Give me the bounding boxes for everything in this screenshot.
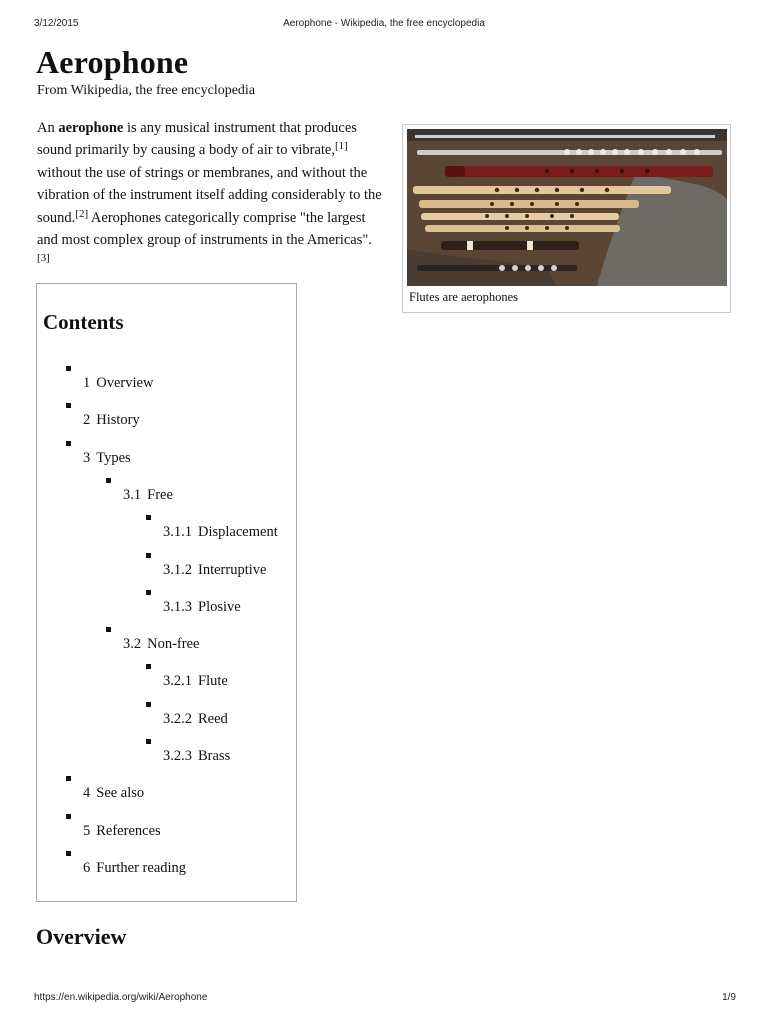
bullet-icon	[66, 776, 71, 781]
toc-number: 2	[83, 412, 91, 429]
toc-number: 5	[83, 822, 91, 839]
bullet-icon	[106, 627, 111, 632]
bullet-icon	[146, 739, 151, 744]
page-number: 1/9	[722, 992, 736, 1003]
bullet-icon	[66, 814, 71, 819]
toc-label: Further reading	[96, 859, 187, 876]
toc-number: 3.1.3	[163, 598, 192, 615]
toc-link[interactable]	[163, 710, 228, 728]
reference-link-3[interactable]: [3]	[37, 252, 50, 265]
bullet-icon	[146, 515, 151, 520]
bullet-icon	[146, 702, 151, 707]
bullet-icon	[146, 664, 151, 669]
print-page-title: Aerophone - Wikipedia, the free encyclopedia	[283, 18, 485, 29]
figure-flutes	[402, 124, 731, 313]
toc-label: Free	[147, 486, 173, 503]
flutes-image	[407, 129, 727, 286]
toc-item[interactable]	[37, 776, 296, 813]
toc-link[interactable]	[123, 635, 199, 653]
toc-label: Overview	[96, 375, 154, 391]
toc-number: 3.2	[123, 636, 142, 653]
bullet-icon	[66, 366, 71, 371]
intro-bold-term: aerophone	[58, 120, 124, 136]
table-of-contents	[36, 283, 297, 902]
toc-label: Brass	[198, 748, 231, 764]
toc-link[interactable]	[163, 523, 278, 541]
toc-label: Plosive	[198, 598, 241, 615]
print-url: https://en.wikipedia.org/wiki/Aerophone	[34, 992, 208, 1003]
toc-link[interactable]	[83, 784, 144, 802]
article-tagline: From Wikipedia, the free encyclopedia	[37, 83, 256, 98]
toc-number: 3.1	[123, 486, 142, 503]
flutes-photo[interactable]	[407, 129, 727, 286]
toc-item[interactable]	[37, 515, 296, 552]
section-heading-overview: Overview	[36, 924, 127, 949]
toc-label: Types	[96, 449, 131, 466]
print-header	[0, 18, 768, 32]
toc-link[interactable]	[163, 747, 230, 765]
intro-text-4: Aerophones categorically comprise "the largest and most complex group of instruments in the Americas".	[37, 209, 372, 249]
toc-number: 1	[83, 375, 91, 391]
toc-number: 3.1.1	[163, 524, 192, 541]
toc-item[interactable]	[37, 702, 296, 739]
toc-label: References	[96, 822, 161, 839]
toc-number: 6	[83, 859, 91, 876]
toc-number: 3	[83, 449, 91, 466]
toc-link[interactable]	[163, 672, 228, 690]
toc-label: Reed	[198, 710, 228, 727]
toc-item[interactable]	[37, 553, 296, 590]
intro-text-2: is any musical instrument that produces sound primarily by causing a body of air to vibrate,	[37, 120, 357, 159]
print-footer	[0, 992, 768, 1006]
toc-link[interactable]	[83, 374, 153, 392]
toc-number: 3.2.3	[163, 748, 192, 764]
toc-item[interactable]	[37, 739, 296, 776]
bullet-icon	[146, 553, 151, 558]
toc-link[interactable]	[83, 822, 161, 840]
toc-label: Displacement	[198, 524, 278, 541]
bullet-icon	[66, 403, 71, 408]
toc-link[interactable]	[83, 859, 186, 877]
print-date: 3/12/2015	[34, 18, 79, 29]
toc-item[interactable]	[37, 403, 296, 440]
toc-item[interactable]	[37, 814, 296, 851]
toc-item[interactable]	[37, 366, 296, 403]
toc-number: 3.1.2	[163, 561, 192, 578]
intro-paragraph	[37, 117, 382, 274]
reference-link-1[interactable]: [1]	[335, 140, 348, 153]
bullet-icon	[66, 851, 71, 856]
toc-item[interactable]	[37, 441, 296, 478]
toc-item[interactable]	[37, 851, 296, 888]
toc-link[interactable]	[123, 486, 173, 504]
toc-label: History	[96, 412, 140, 429]
toc-link[interactable]	[163, 561, 266, 579]
intro-text-1: An	[37, 120, 59, 136]
toc-item[interactable]	[37, 478, 296, 515]
figure-caption: Flutes are aerophones	[409, 290, 518, 304]
toc-title: Contents	[43, 310, 124, 334]
article-title: Aerophone	[36, 44, 189, 80]
toc-link[interactable]	[83, 411, 140, 429]
toc-label: Interruptive	[198, 561, 267, 578]
toc-number: 3.2.2	[163, 710, 192, 727]
intro-text-3: without the use of strings or membranes, and without the vibration of the instrument itself adding considerably to the sound.	[37, 164, 382, 226]
bullet-icon	[146, 590, 151, 595]
toc-number: 4	[83, 785, 91, 802]
toc-link[interactable]	[83, 449, 131, 467]
toc-number: 3.2.1	[163, 673, 192, 690]
bullet-icon	[106, 478, 111, 483]
reference-link-2[interactable]: [2]	[75, 207, 89, 220]
toc-label: Non-free	[147, 636, 200, 653]
toc-label: Flute	[198, 673, 228, 690]
toc-label: See also	[96, 785, 145, 802]
toc-item[interactable]	[37, 627, 296, 664]
toc-item[interactable]	[37, 590, 296, 627]
toc-link[interactable]	[163, 598, 241, 616]
toc-item[interactable]	[37, 664, 296, 701]
bullet-icon	[66, 441, 71, 446]
